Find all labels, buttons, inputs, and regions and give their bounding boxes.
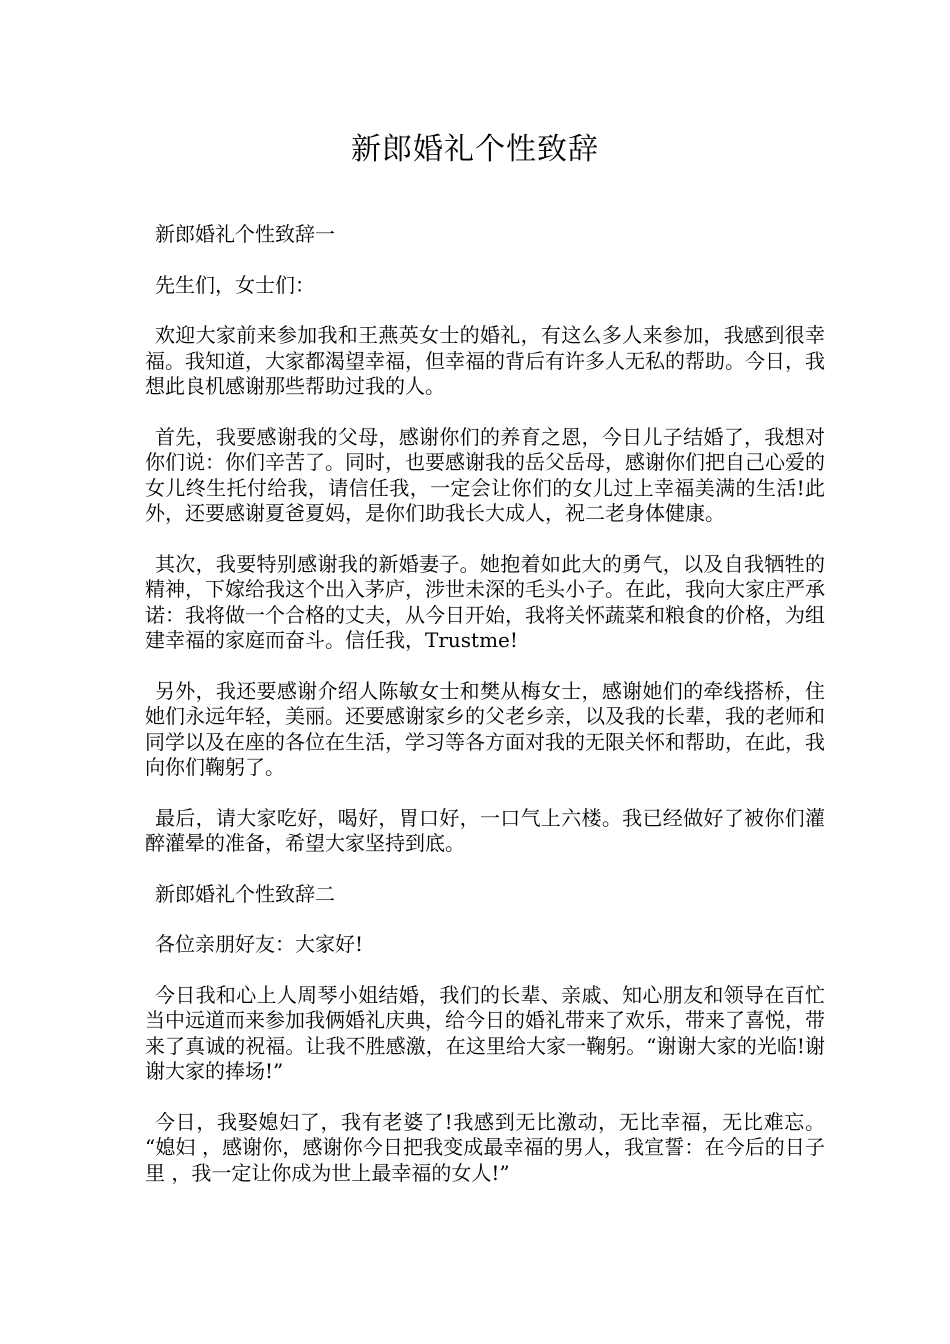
section-heading-1: 新郎婚礼个性致辞一 <box>155 222 335 246</box>
document-body <box>145 222 825 1211</box>
paragraph-wife: 其次，我要特别感谢我的新婚妻子。她抱着如此大的勇气，以及自我牺牲的精神，下嫁给我这个出入茅庐，涉世未深的毛头小子。在此，我向大家庄严承诺：我将做一个合格的丈夫，从今日开始，我将关怀蔬菜和粮食的价格，为组建幸福的家庭而奋斗。信任我，Trustme! <box>145 551 825 652</box>
section-heading-2: 新郎婚礼个性致辞二 <box>155 881 335 906</box>
paragraph-welcome: 欢迎大家前来参加我和王燕英女士的婚礼，有这么多人来参加，我感到很幸福。我知道，大家都渴望幸福，但幸福的背后有许多人无私的帮助。今日，我想此良机感谢那些帮助过我的人。 <box>145 323 825 398</box>
document-title: 新郎婚礼个性致辞 <box>351 132 599 167</box>
paragraph-thanks-guests: 今日我和心上人周琴小姐结婚，我们的长辈、亲戚、知心朋友和领导在百忙当中远道而来参加我俩婚礼庆典，给今日的婚礼带来了欢乐，带来了喜悦，带来了真诚的祝福。让我不胜感激，在这里给大家一鞠躬。“谢谢大家的光临!谢谢大家的捧场!” <box>145 982 825 1083</box>
paragraph-closing: 最后，请大家吃好，喝好，胃口好，一口气上六楼。我已经做好了被你们灌醉灌晕的准备，希望大家坚持到底。 <box>145 805 825 855</box>
paragraph-matchmakers: 另外，我还要感谢介绍人陈敏女士和樊从梅女士，感谢她们的牵线搭桥，住她们永远年轻，美丽。还要感谢家乡的父老乡亲，以及我的长辈，我的老师和同学以及在座的各位在生活，学习等各方面对我的无限关怀和帮助，在此，我向你们鞠躬了。 <box>145 678 825 779</box>
salutation-2: 各位亲朋好友：大家好! <box>155 932 364 956</box>
salutation-1: 先生们，女士们： <box>155 272 315 297</box>
paragraph-parents: 首先，我要感谢我的父母，感谢你们的养育之恩，今日儿子结婚了，我想对你们说：你们辛苦了。同时，也要感谢我的岳父岳母，感谢你们把自己心爱的女儿终生托付给我，请信任我，一定会让你们的女儿过上幸福美满的生活!此外，还要感谢夏爸夏妈，是你们助我长大成人，祝二老身体健康。 <box>145 424 825 525</box>
paragraph-vow: 今日，我娶媳妇了，我有老婆了!我感到无比激动，无比幸福，无比难忘。 “媳妇 ，感谢你，感谢你今日把我变成最幸福的男人，我宣誓：在今后的日子里 ，我一定让你成为世上最幸福的女人!” <box>145 1109 825 1185</box>
